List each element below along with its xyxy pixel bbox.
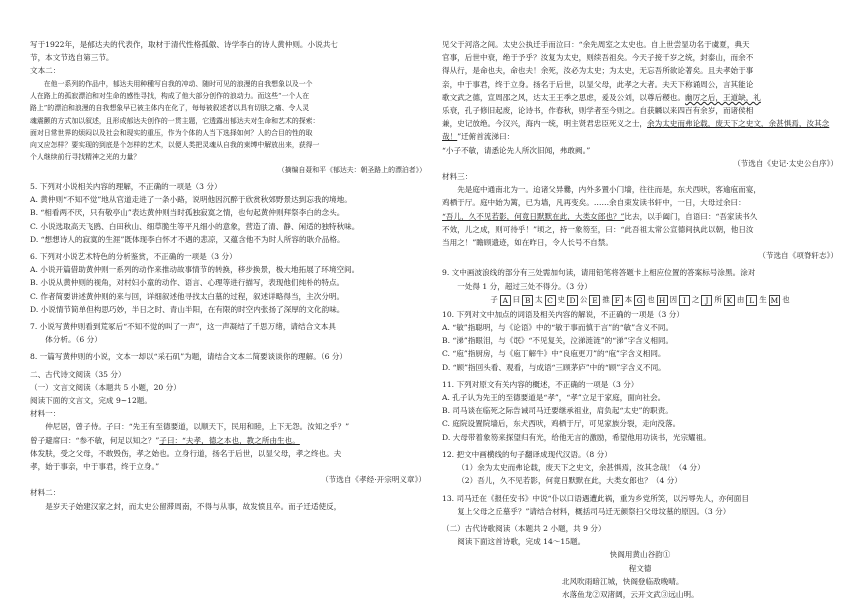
q9-char: 子: [490, 294, 498, 304]
material-1-source: （节选自《孝经·开宗明义章》）: [321, 475, 426, 485]
right-column: [442, 38, 838, 601]
q9-char: 史: [557, 294, 565, 304]
question-7: 7. 小说写黄仲则看到荒冢后“不知不觉的叫了一声”，这一声凝结了千思万绪，请结合文本具: [30, 322, 336, 332]
q9-char: 也: [647, 294, 655, 304]
m3-source: （节选自《项脊轩志》）: [758, 251, 838, 261]
m2-text: ”迁俯首流涕曰：: [457, 132, 515, 142]
q9-slot[interactable]: J: [701, 295, 712, 306]
section-2b-instruction: 阅读下面这首诗歌，完成 14～15题。: [457, 537, 586, 547]
q10-option-b: B. “涕”指眼泪，与《氓》“不见复关，泣涕涟涟”的“涕”字含义相同。: [442, 336, 674, 346]
section-2a-title: （一）文言文阅读（本题共 5 小题，20 分）: [30, 382, 181, 392]
m3-line: [442, 210, 838, 223]
text2-line: 路上”的漂泊和浪漫的自我想象早已被主体内在化了，每每被叙述者以具有切肤之痛、令人灵: [30, 104, 310, 113]
q9-slot[interactable]: K: [724, 295, 735, 306]
q10-option-c: C. “庖”指厨房，与《庖丁解牛》中“良庖更刀”的“庖”字含义相同。: [442, 349, 666, 359]
q9-char: 公: [579, 294, 588, 304]
material-3-label: 材料三：: [442, 172, 473, 182]
q5-option-a: A. 黄仲则“不知不觉”地从官道走进了一条小路，说明他因沉醉于欣赏秋郊野景达到忘我的境地。: [30, 195, 352, 205]
m2-line: 官事，后世中衰，绝于予乎？汝复为太史，则续吾祖矣。今天子接千岁之统，封泰山，而余不: [442, 53, 754, 63]
intro-line-2: 节，本文节选自第三节。: [30, 53, 114, 63]
material-1-line: 孝，始于事亲，中于事君，终于立身。”: [30, 462, 160, 472]
q9-slot[interactable]: M: [770, 295, 779, 305]
q9-slot[interactable]: B: [522, 295, 533, 306]
q9-char: 所: [714, 294, 722, 304]
m2-wavy-text: 幽厉之后，王道缺，礼: [685, 92, 761, 102]
m3-underlined-sentence: “吾儿，久不见若影，何竟日默默在此，大类女郎也？”: [442, 211, 625, 221]
material-1-line: [30, 420, 426, 433]
m2-text: 歌文武之德，宣周邵之风，达太王王季之思虑，爰及公刘，以尊后稷也。: [442, 92, 685, 102]
text2-line: 面对日常世界的烦闷以及社会和现实的重压，作为个体的人当下选择如何？人的合目的性的取: [30, 128, 313, 137]
section-2a-instruction: 阅读下面的文言文，完成 9~12题。: [30, 396, 152, 406]
poem-title: 快阁用黄山谷韵①: [609, 550, 671, 560]
text2-label: 文本二：: [30, 66, 61, 76]
q9-char: 推: [602, 294, 610, 304]
section-2b-title: （二）古代诗歌阅读（本题共 2 小题，共 9 分）: [442, 523, 606, 533]
m3-line: 鸡栖于厅。庭中始为篱，已为墙，凡再变矣。……余自束发读书轩中，一日，大母过余曰：: [442, 198, 746, 208]
m2-line: [442, 91, 838, 104]
question-10: 10. 下列对文中加点的词语及相关内容的解说，不正确的一项是（3 分）: [442, 309, 684, 319]
question-9-cont: 一处得 1 分，超过三处不得分。（3 分）: [457, 281, 592, 291]
question-13-cont: 复上父母之丘墓乎？”请结合材料，概括司马迁无颜祭扫父母坟墓的原因。（3 分）: [457, 506, 731, 516]
m3-line: 不效，儿之成，则可待乎！”顷之，持一象笏至，曰：“此吾祖太常公宣德间执此以朝，他日汝: [442, 224, 754, 234]
question-9: 9. 文中画波浪线的部分有三处需加句读，请用铅笔将答题卡上相应位置的答案标号涂黑。涂对: [442, 268, 756, 278]
q12-part-1: （1）余为太史而弗论载，废天下之史文，余甚惧焉，汝其念哉！（4 分）: [457, 463, 705, 473]
q5-option-d: D. “想想诗人的寂寞的生涯”既体现李白怀才不遇的悲凉，又蕴含他不为时人所容的耿介品格。: [30, 234, 345, 244]
question-13: 13. 司马迁在《报任安书》中说“仆以口语遇遭此祸，重为乡党所笑，以污辱先人，亦何面目: [442, 493, 749, 503]
q6-option-c: C. 作者简要讲述黄仲则的来与回，详细叙述他寻找太白墓的过程，叙述详略得当，主次分明。: [30, 291, 345, 301]
q9-slot[interactable]: I: [679, 295, 690, 306]
q9-slot[interactable]: D: [567, 295, 578, 306]
poem-author: 程文德: [628, 563, 652, 573]
q9-slot[interactable]: E: [589, 295, 600, 306]
poem-line: 水落鱼龙②双渚阔，云开文武③远山明。: [562, 589, 699, 599]
text2-line: 人在路上的孤寂漂泊和对生命的感性寻找，构成了他大部分创作的浪动力。而这些“一个人在: [30, 91, 310, 100]
m3-line: 当用之！”瞻顾遗迹，如在昨日，令人长号不自禁。: [442, 238, 613, 248]
q11-option-a: A. 孔子认为先王的至德要道是“孝”，“孝”立足于家庭，面向社会。: [442, 393, 666, 403]
q6-option-b: B. 小说从黄仲则的视角，对村妇小童的动作、语言、心理等进行描写，表现他们纯朴的特点。: [30, 278, 345, 288]
question-6: 6. 下列对小说艺术特色的分析鉴赏，不正确的一项是（3 分）: [30, 252, 237, 261]
intro-line-1: 写于1922年，是郁达夫的代表作，取材于清代性格孤傲、诗学李白的诗人黄仲则。小说共七: [30, 40, 338, 49]
m2-source: （节选自《史记·太史公自序》）: [733, 158, 838, 168]
q9-char: 之: [692, 294, 700, 304]
q9-char: 由: [736, 294, 745, 304]
m3-text: 比去，以手阖门，自语曰：“吾家读书久: [624, 211, 758, 221]
m1-text: 仲尼居，曾子侍。子曰：“先王有至德要道，以顺天下，民用和睦，上下无怨。汝知之乎？”: [45, 422, 350, 432]
text2-line: 向又应怎样？要实现的到底是个怎样的艺术，以便人类把灵魂从自我的束缚中解放出来，获得一: [30, 141, 320, 150]
text2-line: 个人继续前行寻找精神之光的力量？: [30, 153, 141, 162]
m2-line: [442, 117, 838, 143]
text2-source: （摘编自聂和平《郁达夫：朝圣路上的漂泊者》）: [277, 165, 426, 174]
m2-underlined-sentence: 余为太史而弗论载，废天下之史文，余甚惧焉，汝其念哉！: [442, 119, 830, 142]
q5-option-c: C. 小说选取高天飞鸥、白田秋山、细草脆生等平凡细小的意象，营造了清、静、闲适的独特秋味。: [30, 221, 360, 231]
question-7-cont: 体分析。（6 分）: [45, 335, 102, 345]
q10-option-d: D. “顾”指回头看、观看，与成语“三顾茅庐”中的“顾”字含义不同。: [442, 362, 666, 372]
m1-text: 曾子避席曰：“参不敏，何足以知之？”: [30, 435, 160, 445]
left-column: [30, 38, 426, 513]
text2-line: 魂震颤的方式加以叙述，且形成郁达夫创作的一贯主题，它透露出郁达夫对生命和艺术的探索：: [30, 116, 320, 125]
question-12: 12. 把文中画横线的句子翻译成现代汉语。（8 分）: [442, 449, 612, 459]
q11-option-c: C. 庭院设置院墙后，东犬西吠，鸡栖于厅，可见家族分裂，走向没落。: [442, 419, 681, 429]
m2-line: 乐衰，孔子修旧起废，论诗书，作春秋，则学者至今则之。自获麟以来四百有余岁，而诸侯相: [442, 106, 754, 116]
material-2-label: 材料二：: [30, 488, 61, 498]
question-8: 8. 一篇写黄仲则的小说，文本一却以“采石矶”为题，请结合文本二简要谈谈你的理解。（6 分）: [30, 352, 348, 362]
question-11: 11. 下列对原文有关内容的概述，不正确的一项是（3 分）: [442, 379, 639, 389]
q9-slot[interactable]: G: [634, 295, 645, 306]
q9-slot[interactable]: L: [746, 295, 757, 306]
q9-char: 本: [624, 294, 633, 304]
material-1-label: 材料一：: [30, 409, 61, 419]
material-1-line: [30, 434, 426, 447]
q11-option-b: B. 司马谈在临死之际告诫司马迁要继承祖业，肩负起“太史”的职责。: [442, 406, 673, 416]
q9-slot[interactable]: F: [612, 295, 623, 306]
q11-option-d: D. 大母带着象笏来探望归有光，给他无言的激励，希望他用功读书，光宗耀祖。: [442, 432, 711, 442]
q9-char: 因: [669, 294, 678, 304]
q9-char: 生: [759, 294, 767, 304]
material-2-line: 是岁天子始建汉家之封，而太史公留滞周南，不得与从事，故发愤且卒。而子迁适使反，: [45, 501, 342, 511]
q9-char: 曰: [512, 294, 521, 304]
q9-slot[interactable]: H: [657, 295, 668, 306]
q6-option-a: A. 小说开篇借助黄仲则一系列的动作来推动故事情节的转换，移步换景，极大地拓展了环境空间。: [30, 265, 360, 275]
material-1-line: 体发肤，受之父母，不敢毁伤，孝之始也。立身行道，扬名于后世，以显父母，孝之终也。夫: [30, 448, 342, 458]
m2-text: 兼，史记放绝。今汉兴，海内一统，明主贤君忠臣死义之士，: [442, 119, 648, 129]
m2-line: 见父于河洛之间。太史公执迁手而泣曰：“余先周室之太史也。自上世尝显功名于虞夏，典天: [442, 40, 750, 49]
m3-line: 先是庭中通南北为一。迨诸父异爨，内外多置小门墙，往往而是，东犬西吠，客逾庖而宴，: [457, 185, 761, 195]
q9-punctuation-grid: [442, 295, 838, 306]
section-2-title: 二、古代诗文阅读（35 分）: [30, 369, 126, 379]
text2-body: [30, 78, 426, 176]
m1-underlined-sentence: 子曰：“夫孝，德之本也，教之所由生也。: [159, 435, 300, 445]
question-5: 5. 下列对小说相关内容的理解，不正确的一项是（3 分）: [30, 181, 222, 191]
q12-part-2: （2）吾儿，久不见若影，何竟日默默在此，大类女郎也？（4 分）: [457, 476, 682, 486]
text2-line: 在他一系列的作品中，郁达夫用种種写自我的冲动、随时可见的浪漫的自我想象以及一个: [43, 79, 313, 88]
q9-slot[interactable]: C: [545, 295, 556, 306]
m2-line: 得从行，是命也夫，命也夫！余死，汝必为太史；为太史，无忘吾所欲论著矣。且夫孝始于事: [442, 66, 754, 76]
q9-char: 太: [535, 294, 543, 304]
q10-option-a: A. “敏”指聪明，与《论语》中的“敏于事而慎于言”的“敏”含义不同。: [442, 323, 674, 333]
q5-option-b: B. “相看两不厌，只有敬亭山”表达黄仲则当时孤独寂寞之情，也句起黄仲则拜祭李白的念头。: [30, 208, 345, 218]
m2-line: 亲，中于事君，终于立身。扬名于后世，以显父母，此孝之大者。夫天下称诵周公，言其能论: [442, 79, 754, 89]
q6-option-d: D. 小说情节简单但构思巧妙，半日之时、青山半阳，在有限的时空内张扬了深厚的文化韵味。: [30, 304, 345, 314]
q9-slot[interactable]: A: [500, 295, 511, 306]
q9-char: 也: [782, 294, 790, 304]
poem-line: 北风吹雨暗江城，快阁登临敌晚晴。: [562, 576, 684, 586]
m2-line: “小子不敏，请悉论先人所次旧闻，弗敢阙。”: [442, 145, 591, 155]
